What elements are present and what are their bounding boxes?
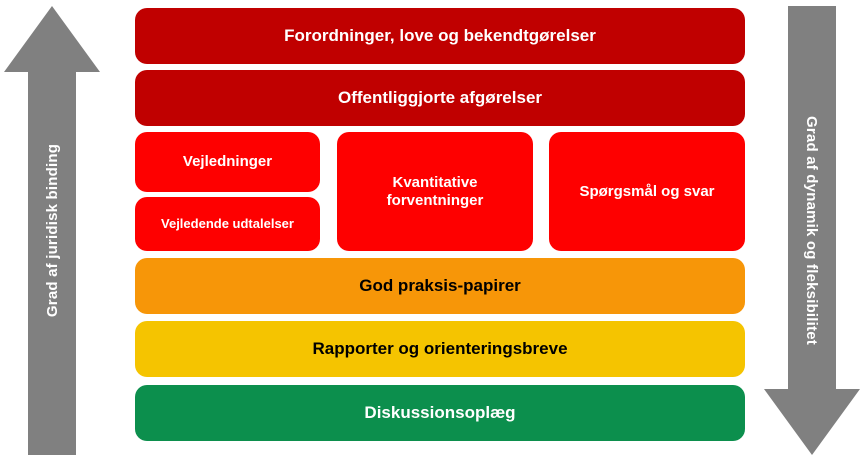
box-label: God praksis-papirer: [359, 275, 521, 295]
box-label: Rapporter og orienteringsbreve: [312, 338, 568, 358]
box-label: Vejledende udtalelser: [161, 216, 294, 232]
box-rapporter-og-orienteringsbreve[interactable]: [135, 321, 745, 377]
box-diskussionsoplaeg[interactable]: [135, 385, 745, 441]
box-vejledninger[interactable]: [135, 132, 320, 192]
box-god-praksis-papirer[interactable]: [135, 258, 745, 314]
box-offentliggjorte-afgoerelser[interactable]: [135, 70, 745, 126]
right-arrow-shape: [764, 6, 860, 455]
right-arrow-down: [764, 6, 860, 455]
left-arrow-up: [4, 6, 100, 455]
box-spoergsmaal-og-svar[interactable]: [549, 132, 745, 251]
box-label: Spørgsmål og svar: [579, 182, 715, 200]
right-arrow-label: Grad af dynamik og fleksibilitet: [803, 116, 821, 345]
box-label: Kvantitative forventninger: [386, 173, 484, 209]
box-forordninger-love-og-bekendtgoerelser[interactable]: [135, 8, 745, 64]
box-label: Diskussionsoplæg: [364, 402, 516, 422]
box-label: Forordninger, love og bekendtgørelser: [284, 25, 596, 45]
box-label: Offentliggjorte afgørelser: [337, 87, 543, 107]
box-vejledende-udtalelser[interactable]: [135, 197, 320, 251]
box-label: Vejledninger: [182, 153, 273, 170]
box-kvantitative-forventninger[interactable]: [337, 132, 533, 251]
left-arrow-label: Grad af juridisk binding: [43, 143, 61, 318]
left-arrow-shape: [4, 6, 100, 455]
